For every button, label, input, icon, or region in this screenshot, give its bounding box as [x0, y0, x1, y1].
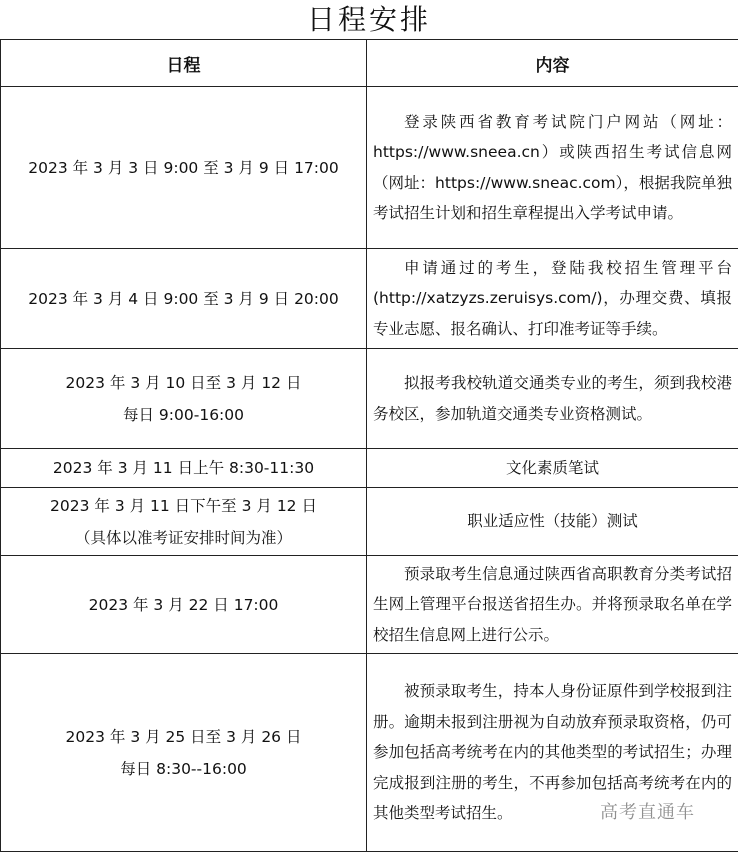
schedule-content-text: 职业适应性（技能）测试 — [373, 506, 732, 537]
schedule-date-line: 2023 年 3 月 4 日 9:00 至 3 月 9 日 20:00 — [7, 283, 360, 315]
schedule-date-line: （具体以准考证安排时间为准） — [7, 522, 360, 554]
header-date: 日程 — [1, 40, 367, 87]
schedule-content-text: 拟报考我校轨道交通类专业的考生，须到我校港务校区，参加轨道交通类专业资格测试。 — [373, 368, 732, 429]
schedule-content-cell — [367, 87, 738, 249]
schedule-content-text: 登录陕西省教育考试院门户网站（网址：https://www.sneea.cn）或陕西招生考试信息网（网址：https://www.sneac.com），根据我院单独考试招生计划和招生章程提出入学考试申请。 — [373, 107, 732, 229]
schedule-content-cell — [367, 488, 738, 556]
schedule-content-cell — [367, 249, 738, 349]
schedule-content-text: 文化素质笔试 — [373, 453, 732, 484]
schedule-table — [0, 39, 738, 852]
table-row — [1, 556, 738, 654]
schedule-date-cell — [1, 449, 367, 488]
schedule-content-text: 申请通过的考生，登陆我校招生管理平台(http://xatzyzs.zeruisys.com/)，办理交费、填报专业志愿、报名确认、打印准考证等手续。 — [373, 253, 732, 345]
schedule-date-cell — [1, 488, 367, 556]
schedule-date-line: 2023 年 3 月 11 日上午 8:30-11:30 — [7, 452, 360, 484]
schedule-date-line: 每日 8:30--16:00 — [7, 753, 360, 785]
schedule-content-cell — [367, 556, 738, 654]
schedule-date-line: 2023 年 3 月 10 日至 3 月 12 日 — [7, 367, 360, 399]
table-row — [1, 349, 738, 449]
schedule-date-cell — [1, 349, 367, 449]
schedule-content-cell — [367, 449, 738, 488]
schedule-date-line: 2023 年 3 月 11 日下午至 3 月 12 日 — [7, 490, 360, 522]
schedule-content-text: 被预录取考生，持本人身份证原件到学校报到注册。逾期未报到注册视为自动放弃预录取资格，仍可参加包括高考统考在内的其他类型的考试招生；办理完成报到注册的考生，不再参加包括高考统考在内的其他类型考试招生。 — [373, 676, 732, 829]
schedule-date-line: 每日 9:00-16:00 — [7, 399, 360, 431]
table-row — [1, 87, 738, 249]
table-header-row — [1, 40, 738, 87]
schedule-content-cell — [367, 349, 738, 449]
table-row — [1, 449, 738, 488]
schedule-content-text: 预录取考生信息通过陕西省高职教育分类考试招生网上管理平台报送省招生办。并将预录取名单在学校招生信息网上进行公示。 — [373, 559, 732, 651]
schedule-date-line: 2023 年 3 月 22 日 17:00 — [7, 589, 360, 621]
table-row — [1, 249, 738, 349]
schedule-date-line: 2023 年 3 月 3 日 9:00 至 3 月 9 日 17:00 — [7, 152, 360, 184]
document-title: 日程安排 — [0, 2, 738, 38]
schedule-date-cell — [1, 87, 367, 249]
schedule-date-cell — [1, 654, 367, 852]
header-content: 内容 — [367, 40, 738, 87]
schedule-date-cell — [1, 249, 367, 349]
table-row — [1, 488, 738, 556]
schedule-body — [1, 87, 738, 852]
schedule-date-line: 2023 年 3 月 25 日至 3 月 26 日 — [7, 721, 360, 753]
watermark-text: 高考直通车 — [600, 798, 695, 824]
schedule-date-cell — [1, 556, 367, 654]
